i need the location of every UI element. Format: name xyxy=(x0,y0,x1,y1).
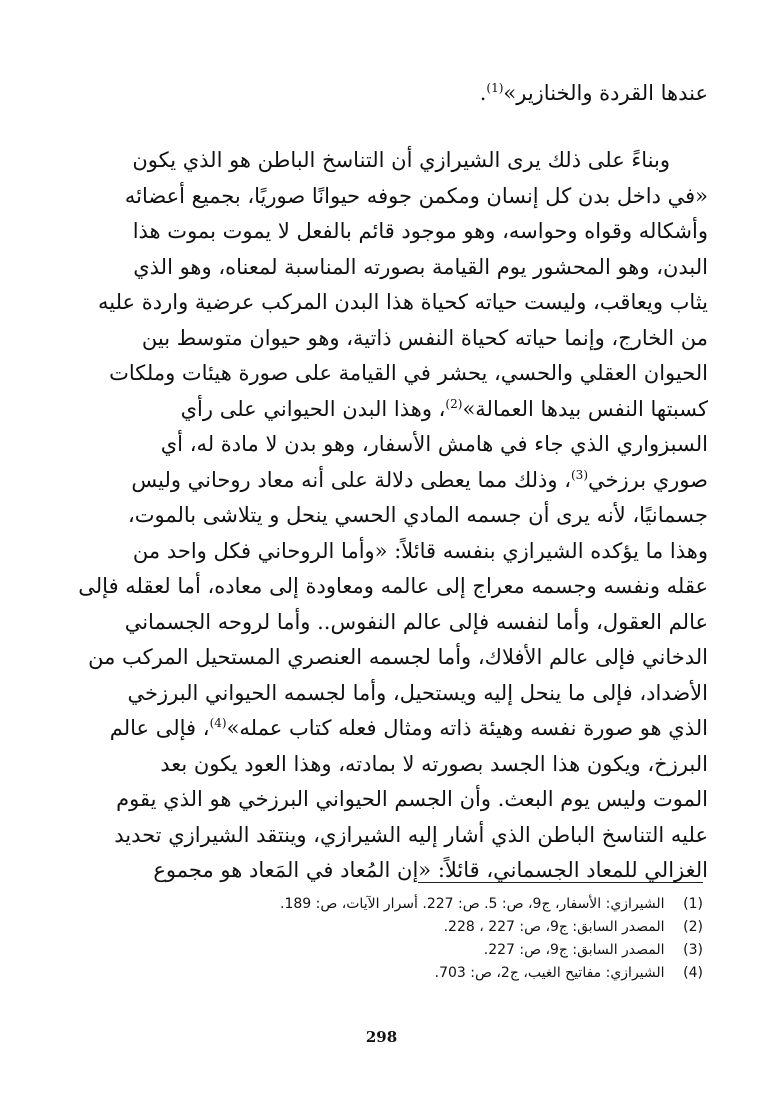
text-line: البرزخ، ويكون هذا الجسد بصورته لا بمادته، وهذا العود يكون بعد xyxy=(160,751,708,776)
text-line: السبزواري الذي جاء في هامش الأسفار، وهو بدن لا مادة له، أي xyxy=(160,432,708,456)
text-line: الذي هو صورة نفسه وهيئة ذاته ومثال فعله كتاب عمله»$^{(4)}$، فإلى عالم xyxy=(109,716,708,740)
footnote-ref[interactable]: (4) xyxy=(209,716,227,730)
text-line: عليه التناسخ الباطن الذي أشار إليه الشيرازي، وينتقد الشيرازي تحديد xyxy=(114,822,708,847)
footnote-item xyxy=(103,916,703,939)
footnote-number: (4) xyxy=(683,965,703,981)
text-line: «في داخل بدن كل إنسان ومكمن جوفه حيوانًا صوريًا، بجميع أعضائه xyxy=(124,183,708,208)
footnote-ref[interactable]: (2) xyxy=(445,396,463,411)
text-line: يثاب ويعاقب، وليست حياته كحياة هذا البدن المركب عرضية واردة عليه xyxy=(97,290,708,314)
footnote-text: الشيرازي: الأسفار، ج9، ص: 5. ص: 227. أسرار الآيات، ص: 189. xyxy=(280,896,665,912)
text-line: من الخارج، وإنما حياته كحياة النفس ذاتية، وهو حيوان متوسط بين xyxy=(141,325,708,350)
paragraph-1 xyxy=(60,76,708,112)
footnote-item xyxy=(103,939,703,962)
text-line: الغزالي للمعاد الجسماني، قائلاً: «إن المُعاد في المَعاد هو مجموع xyxy=(153,858,708,882)
text-line: جسمانيًا، لأنه يرى أن جسمه المادي الحسي ينحل و يتلاشى بالموت، xyxy=(127,503,708,527)
text-line: صوري برزخي$^{(3)}$، وذلك مما يعطى دلالة على أنه معاد روحاني وليس xyxy=(131,467,708,492)
text-line: عندها القردة والخنازير»$^{(1)}$. xyxy=(479,81,708,105)
text-line: الدخاني فإلى عالم الأفلاك، وأما لجسمه العنصري المستحيل المركب من xyxy=(88,645,708,669)
footnote-text: الشيرازي: مفاتيح الغيب، ج2، ص: 703. xyxy=(434,965,665,981)
text-line: الموت وليس يوم البعث. وأن الجسم الحيواني البرزخي هو الذي يقوم xyxy=(116,787,708,811)
text-line: عالم العقول، وأما لنفسه فإلى عالم النفوس.. وأما لروحه الجسماني xyxy=(124,609,708,634)
footnote-ref[interactable]: (1) xyxy=(486,81,504,95)
text-line: وهذا ما يؤكده الشيرازي بنفسه قائلاً: «وأما الروحاني فكل واحد من xyxy=(132,538,708,563)
text-line: كسبتها النفس بيدها العمالة»$^{(2)}$، وهذا البدن الحيواني على رأي xyxy=(180,396,708,421)
footnote-ref[interactable]: (3) xyxy=(570,467,588,482)
text-line: وبناءً على ذلك يرى الشيرازي أن التناسخ الباطن هو الذي يكون xyxy=(132,148,670,172)
footnote-text: المصدر السابق: ج9، ص: 227 ، 228. xyxy=(443,919,665,935)
text-line: عقله ونفسه وجسمه معراج إلى عالمه ومعاودة إلى معاده، أما لعقله فإلى xyxy=(78,574,708,598)
text-line: الحيوان العقلي والحسي، يحشر في القيامة على صورة هيئات وملكات xyxy=(109,361,708,385)
text-line: البدن، وهو المحشور يوم القيامة بصورته المناسبة لمعناه، وهو الذي xyxy=(133,254,708,279)
footnote-divider xyxy=(418,882,703,883)
footnotes xyxy=(103,893,703,985)
footnote-number: (1) xyxy=(683,896,703,912)
footnote-text: المصدر السابق: ج9، ص: 227. xyxy=(483,942,665,958)
text-line: وأشكاله وقواه وحواسه، وهو موجود قائم بالفعل لا يموت بموت هذا xyxy=(132,219,708,243)
text-line: الأضداد، فإلى ما ينحل إليه ويستحيل، وأما لجسمه الحيواني البرزخي xyxy=(127,680,708,705)
footnote-item xyxy=(103,962,703,985)
footnote-item xyxy=(103,893,703,916)
paragraph-2 xyxy=(60,143,708,889)
footnote-number: (3) xyxy=(683,942,703,958)
page-number: 298 xyxy=(365,1028,398,1046)
footnote-number: (2) xyxy=(683,919,703,935)
